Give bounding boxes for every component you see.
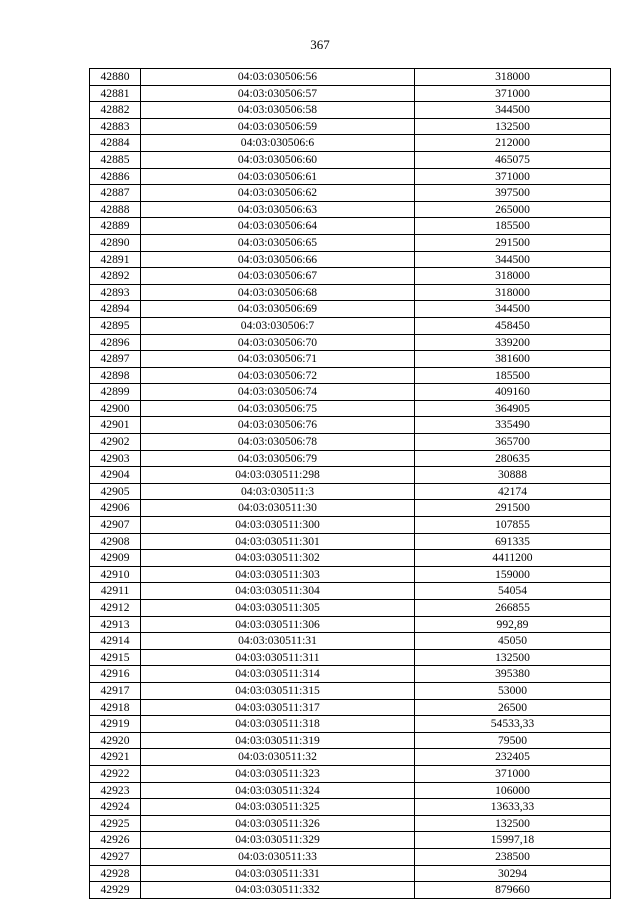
table-row <box>90 168 611 185</box>
row-number-cell: 42892 <box>90 268 141 285</box>
table-row <box>90 218 611 235</box>
table-row <box>90 732 611 749</box>
value-cell: 4411200 <box>415 550 611 567</box>
table-row <box>90 234 611 251</box>
row-number-cell: 42888 <box>90 201 141 218</box>
row-number-cell: 42916 <box>90 666 141 683</box>
table-row <box>90 185 611 202</box>
row-number-cell: 42911 <box>90 583 141 600</box>
row-number-cell: 42924 <box>90 799 141 816</box>
value-cell: 318000 <box>415 69 611 86</box>
cadastral-number-cell: 04:03:030506:61 <box>141 168 415 185</box>
row-number-cell: 42883 <box>90 118 141 135</box>
value-cell: 339200 <box>415 334 611 351</box>
row-number-cell: 42907 <box>90 517 141 534</box>
row-number-cell: 42904 <box>90 467 141 484</box>
value-cell: 185500 <box>415 218 611 235</box>
table-row <box>90 749 611 766</box>
table-row <box>90 102 611 119</box>
cadastral-number-cell: 04:03:030511:319 <box>141 732 415 749</box>
table-row <box>90 301 611 318</box>
value-cell: 344500 <box>415 102 611 119</box>
cadastral-number-cell: 04:03:030511:324 <box>141 782 415 799</box>
cadastral-number-cell: 04:03:030506:68 <box>141 284 415 301</box>
cadastral-number-cell: 04:03:030506:74 <box>141 384 415 401</box>
cadastral-number-cell: 04:03:030506:76 <box>141 417 415 434</box>
cadastral-number-cell: 04:03:030506:78 <box>141 434 415 451</box>
page-number: 367 <box>310 37 330 52</box>
cadastral-number-cell: 04:03:030511:3 <box>141 483 415 500</box>
row-number-cell: 42885 <box>90 151 141 168</box>
value-cell: 344500 <box>415 251 611 268</box>
table-row <box>90 367 611 384</box>
table-row <box>90 334 611 351</box>
value-cell: 13633,33 <box>415 799 611 816</box>
row-number-cell: 42902 <box>90 434 141 451</box>
cadastral-number-cell: 04:03:030506:58 <box>141 102 415 119</box>
table-row <box>90 434 611 451</box>
value-cell: 42174 <box>415 483 611 500</box>
row-number-cell: 42903 <box>90 450 141 467</box>
cadastral-number-cell: 04:03:030511:314 <box>141 666 415 683</box>
value-cell: 458450 <box>415 317 611 334</box>
value-cell: 45050 <box>415 633 611 650</box>
row-number-cell: 42880 <box>90 69 141 86</box>
value-cell: 397500 <box>415 185 611 202</box>
row-number-cell: 42901 <box>90 417 141 434</box>
table-row <box>90 716 611 733</box>
row-number-cell: 42896 <box>90 334 141 351</box>
cadastral-number-cell: 04:03:030506:67 <box>141 268 415 285</box>
table-row <box>90 666 611 683</box>
cadastral-number-cell: 04:03:030511:323 <box>141 765 415 782</box>
row-number-cell: 42908 <box>90 533 141 550</box>
cadastral-number-cell: 04:03:030511:302 <box>141 550 415 567</box>
row-number-cell: 42925 <box>90 815 141 832</box>
table-row <box>90 517 611 534</box>
table-row <box>90 616 611 633</box>
cadastral-number-cell: 04:03:030511:306 <box>141 616 415 633</box>
row-number-cell: 42917 <box>90 682 141 699</box>
table-row <box>90 600 611 617</box>
cadastral-number-cell: 04:03:030506:75 <box>141 400 415 417</box>
cadastral-number-cell: 04:03:030506:63 <box>141 201 415 218</box>
table-row <box>90 317 611 334</box>
row-number-cell: 42893 <box>90 284 141 301</box>
cadastral-number-cell: 04:03:030511:311 <box>141 649 415 666</box>
table-row <box>90 135 611 152</box>
value-cell: 53000 <box>415 682 611 699</box>
row-number-cell: 42914 <box>90 633 141 650</box>
cadastral-number-cell: 04:03:030511:31 <box>141 633 415 650</box>
value-cell: 318000 <box>415 284 611 301</box>
cadastral-number-cell: 04:03:030511:304 <box>141 583 415 600</box>
cadastral-number-cell: 04:03:030511:301 <box>141 533 415 550</box>
row-number-cell: 42909 <box>90 550 141 567</box>
table-row <box>90 467 611 484</box>
cadastral-number-cell: 04:03:030506:62 <box>141 185 415 202</box>
row-number-cell: 42915 <box>90 649 141 666</box>
row-number-cell: 42928 <box>90 865 141 882</box>
row-number-cell: 42886 <box>90 168 141 185</box>
cadastral-number-cell: 04:03:030511:318 <box>141 716 415 733</box>
value-cell: 54054 <box>415 583 611 600</box>
row-number-cell: 42926 <box>90 832 141 849</box>
value-cell: 381600 <box>415 351 611 368</box>
table-row <box>90 649 611 666</box>
table-row <box>90 384 611 401</box>
row-number-cell: 42889 <box>90 218 141 235</box>
row-number-cell: 42890 <box>90 234 141 251</box>
row-number-cell: 42906 <box>90 500 141 517</box>
cadastral-number-cell: 04:03:030511:325 <box>141 799 415 816</box>
row-number-cell: 42905 <box>90 483 141 500</box>
value-cell: 395380 <box>415 666 611 683</box>
table-row <box>90 483 611 500</box>
row-number-cell: 42921 <box>90 749 141 766</box>
value-cell: 371000 <box>415 85 611 102</box>
value-cell: 409160 <box>415 384 611 401</box>
table-row <box>90 284 611 301</box>
cadastral-number-cell: 04:03:030506:69 <box>141 301 415 318</box>
value-cell: 106000 <box>415 782 611 799</box>
cadastral-number-cell: 04:03:030506:59 <box>141 118 415 135</box>
cadastral-number-cell: 04:03:030511:298 <box>141 467 415 484</box>
cadastral-value-table <box>89 68 611 899</box>
cadastral-number-cell: 04:03:030511:300 <box>141 517 415 534</box>
table-row <box>90 566 611 583</box>
value-cell: 132500 <box>415 815 611 832</box>
cadastral-number-cell: 04:03:030511:332 <box>141 882 415 899</box>
cadastral-number-cell: 04:03:030506:70 <box>141 334 415 351</box>
row-number-cell: 42927 <box>90 848 141 865</box>
row-number-cell: 42898 <box>90 367 141 384</box>
cadastral-number-cell: 04:03:030506:60 <box>141 151 415 168</box>
row-number-cell: 42897 <box>90 351 141 368</box>
value-cell: 371000 <box>415 168 611 185</box>
value-cell: 364905 <box>415 400 611 417</box>
table-row <box>90 500 611 517</box>
cadastral-number-cell: 04:03:030506:65 <box>141 234 415 251</box>
value-cell: 26500 <box>415 699 611 716</box>
table-row <box>90 201 611 218</box>
value-cell: 879660 <box>415 882 611 899</box>
value-cell: 265000 <box>415 201 611 218</box>
table-row <box>90 682 611 699</box>
value-cell: 132500 <box>415 118 611 135</box>
table-row <box>90 865 611 882</box>
value-cell: 232405 <box>415 749 611 766</box>
cadastral-number-cell: 04:03:030506:56 <box>141 69 415 86</box>
table-row <box>90 251 611 268</box>
cadastral-number-cell: 04:03:030511:303 <box>141 566 415 583</box>
cadastral-number-cell: 04:03:030511:326 <box>141 815 415 832</box>
row-number-cell: 42913 <box>90 616 141 633</box>
table-row <box>90 151 611 168</box>
value-cell: 691335 <box>415 533 611 550</box>
value-cell: 291500 <box>415 234 611 251</box>
value-cell: 291500 <box>415 500 611 517</box>
cadastral-number-cell: 04:03:030511:329 <box>141 832 415 849</box>
row-number-cell: 42923 <box>90 782 141 799</box>
cadastral-number-cell: 04:03:030506:64 <box>141 218 415 235</box>
row-number-cell: 42884 <box>90 135 141 152</box>
row-number-cell: 42895 <box>90 317 141 334</box>
cadastral-number-cell: 04:03:030511:331 <box>141 865 415 882</box>
value-cell: 465075 <box>415 151 611 168</box>
row-number-cell: 42910 <box>90 566 141 583</box>
table-row <box>90 268 611 285</box>
value-cell: 280635 <box>415 450 611 467</box>
value-cell: 107855 <box>415 517 611 534</box>
table-row <box>90 533 611 550</box>
value-cell: 15997,18 <box>415 832 611 849</box>
value-cell: 79500 <box>415 732 611 749</box>
table-row <box>90 699 611 716</box>
row-number-cell: 42922 <box>90 765 141 782</box>
value-cell: 266855 <box>415 600 611 617</box>
table-row <box>90 400 611 417</box>
table-row <box>90 633 611 650</box>
value-cell: 132500 <box>415 649 611 666</box>
row-number-cell: 42887 <box>90 185 141 202</box>
table-row <box>90 815 611 832</box>
table-row <box>90 583 611 600</box>
value-cell: 238500 <box>415 848 611 865</box>
row-number-cell: 42912 <box>90 600 141 617</box>
value-cell: 335490 <box>415 417 611 434</box>
row-number-cell: 42882 <box>90 102 141 119</box>
row-number-cell: 42881 <box>90 85 141 102</box>
table-row <box>90 118 611 135</box>
value-cell: 30294 <box>415 865 611 882</box>
value-cell: 365700 <box>415 434 611 451</box>
cadastral-number-cell: 04:03:030506:66 <box>141 251 415 268</box>
value-cell: 371000 <box>415 765 611 782</box>
row-number-cell: 42894 <box>90 301 141 318</box>
table-row <box>90 832 611 849</box>
table-row <box>90 417 611 434</box>
table-row <box>90 882 611 899</box>
row-number-cell: 42899 <box>90 384 141 401</box>
cadastral-number-cell: 04:03:030506:6 <box>141 135 415 152</box>
row-number-cell: 42918 <box>90 699 141 716</box>
cadastral-number-cell: 04:03:030511:305 <box>141 600 415 617</box>
cadastral-number-cell: 04:03:030506:71 <box>141 351 415 368</box>
cadastral-number-cell: 04:03:030511:315 <box>141 682 415 699</box>
value-cell: 54533,33 <box>415 716 611 733</box>
table-body <box>90 69 611 899</box>
cadastral-number-cell: 04:03:030506:72 <box>141 367 415 384</box>
value-cell: 344500 <box>415 301 611 318</box>
row-number-cell: 42891 <box>90 251 141 268</box>
table-row <box>90 351 611 368</box>
value-cell: 159000 <box>415 566 611 583</box>
value-cell: 185500 <box>415 367 611 384</box>
table-row <box>90 765 611 782</box>
cadastral-number-cell: 04:03:030506:57 <box>141 85 415 102</box>
row-number-cell: 42900 <box>90 400 141 417</box>
cadastral-number-cell: 04:03:030511:30 <box>141 500 415 517</box>
value-cell: 212000 <box>415 135 611 152</box>
cadastral-number-cell: 04:03:030511:33 <box>141 848 415 865</box>
table-row <box>90 450 611 467</box>
value-cell: 318000 <box>415 268 611 285</box>
cadastral-number-cell: 04:03:030511:317 <box>141 699 415 716</box>
cadastral-number-cell: 04:03:030506:79 <box>141 450 415 467</box>
row-number-cell: 42920 <box>90 732 141 749</box>
table-row <box>90 848 611 865</box>
value-cell: 992,89 <box>415 616 611 633</box>
cadastral-number-cell: 04:03:030511:32 <box>141 749 415 766</box>
cadastral-number-cell: 04:03:030506:7 <box>141 317 415 334</box>
table-row <box>90 799 611 816</box>
table-row <box>90 85 611 102</box>
table-row <box>90 69 611 86</box>
row-number-cell: 42929 <box>90 882 141 899</box>
row-number-cell: 42919 <box>90 716 141 733</box>
table-row <box>90 782 611 799</box>
table-row <box>90 550 611 567</box>
value-cell: 30888 <box>415 467 611 484</box>
